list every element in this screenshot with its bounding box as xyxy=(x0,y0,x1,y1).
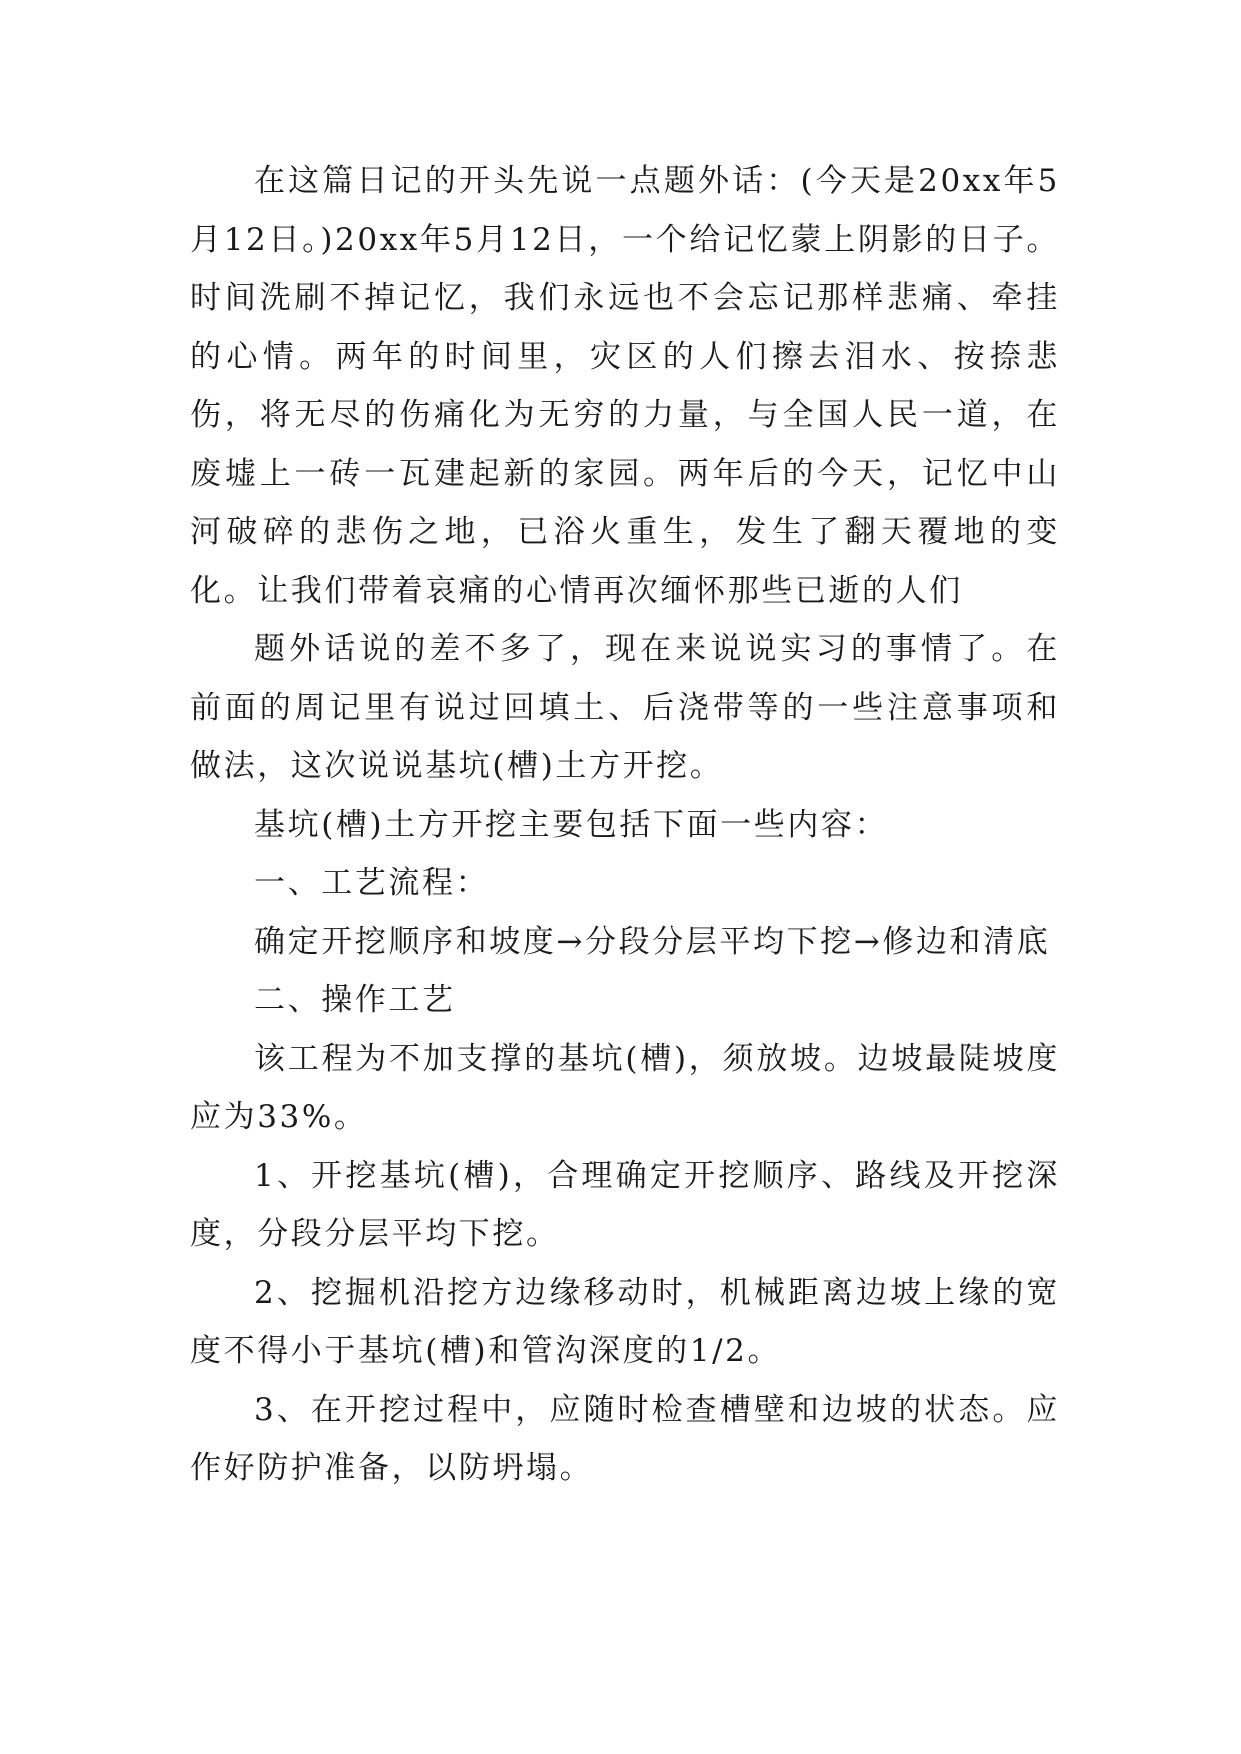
document-body xyxy=(190,152,1060,1498)
paragraph-process-steps: 确定开挖顺序和坡度→分段分层平均下挖→修边和清底 xyxy=(254,923,1051,960)
paragraph-slope: 该工程为不加支撑的基坑(槽)，须放坡。边坡最陡坡度应为33%。 xyxy=(190,1040,1060,1135)
list-item-1: 1、开挖基坑(槽)，合理确定开挖顺序、路线及开挖深度，分段分层平均下挖。 xyxy=(190,1157,1060,1252)
heading-operation-process: 二、操作工艺 xyxy=(254,982,456,1018)
paragraph-intro: 在这篇日记的开头先说一点题外话：(今天是20xx年5月12日。)20xx年5月12日，一个给记忆蒙上阴影的日子。时间洗刷不掉记忆，我们永远也不会忘记那样悲痛、牵挂的心情。两年的时间里，灾区的人们擦去泪水、按捺悲伤，将无尽的伤痛化为无穷的力量，与全国人民一道，在废墟上一砖一瓦建起新的家园。两年后的今天，记忆中山河破碎的悲伤之地，已浴火重生，发生了翻天覆地的变化。让我们带着哀痛的心情再次缅怀那些已逝的人们 xyxy=(190,163,1060,609)
list-item-2: 2、挖掘机沿挖方边缘移动时，机械距离边坡上缘的宽度不得小于基坑(槽)和管沟深度的1/2。 xyxy=(190,1274,1060,1369)
list-item-3: 3、在开挖过程中，应随时检查槽壁和边坡的状态。应作好防护准备，以防坍塌。 xyxy=(190,1391,1060,1486)
paragraph-excavation-contents: 基坑(槽)土方开挖主要包括下面一些内容： xyxy=(254,806,889,843)
heading-process-flow: 一、工艺流程： xyxy=(254,865,490,901)
paragraph-internship: 题外话说的差不多了，现在来说说实习的事情了。在前面的周记里有说过回填土、后浇带等的一些注意事项和做法，这次说说基坑(槽)土方开挖。 xyxy=(190,631,1060,784)
